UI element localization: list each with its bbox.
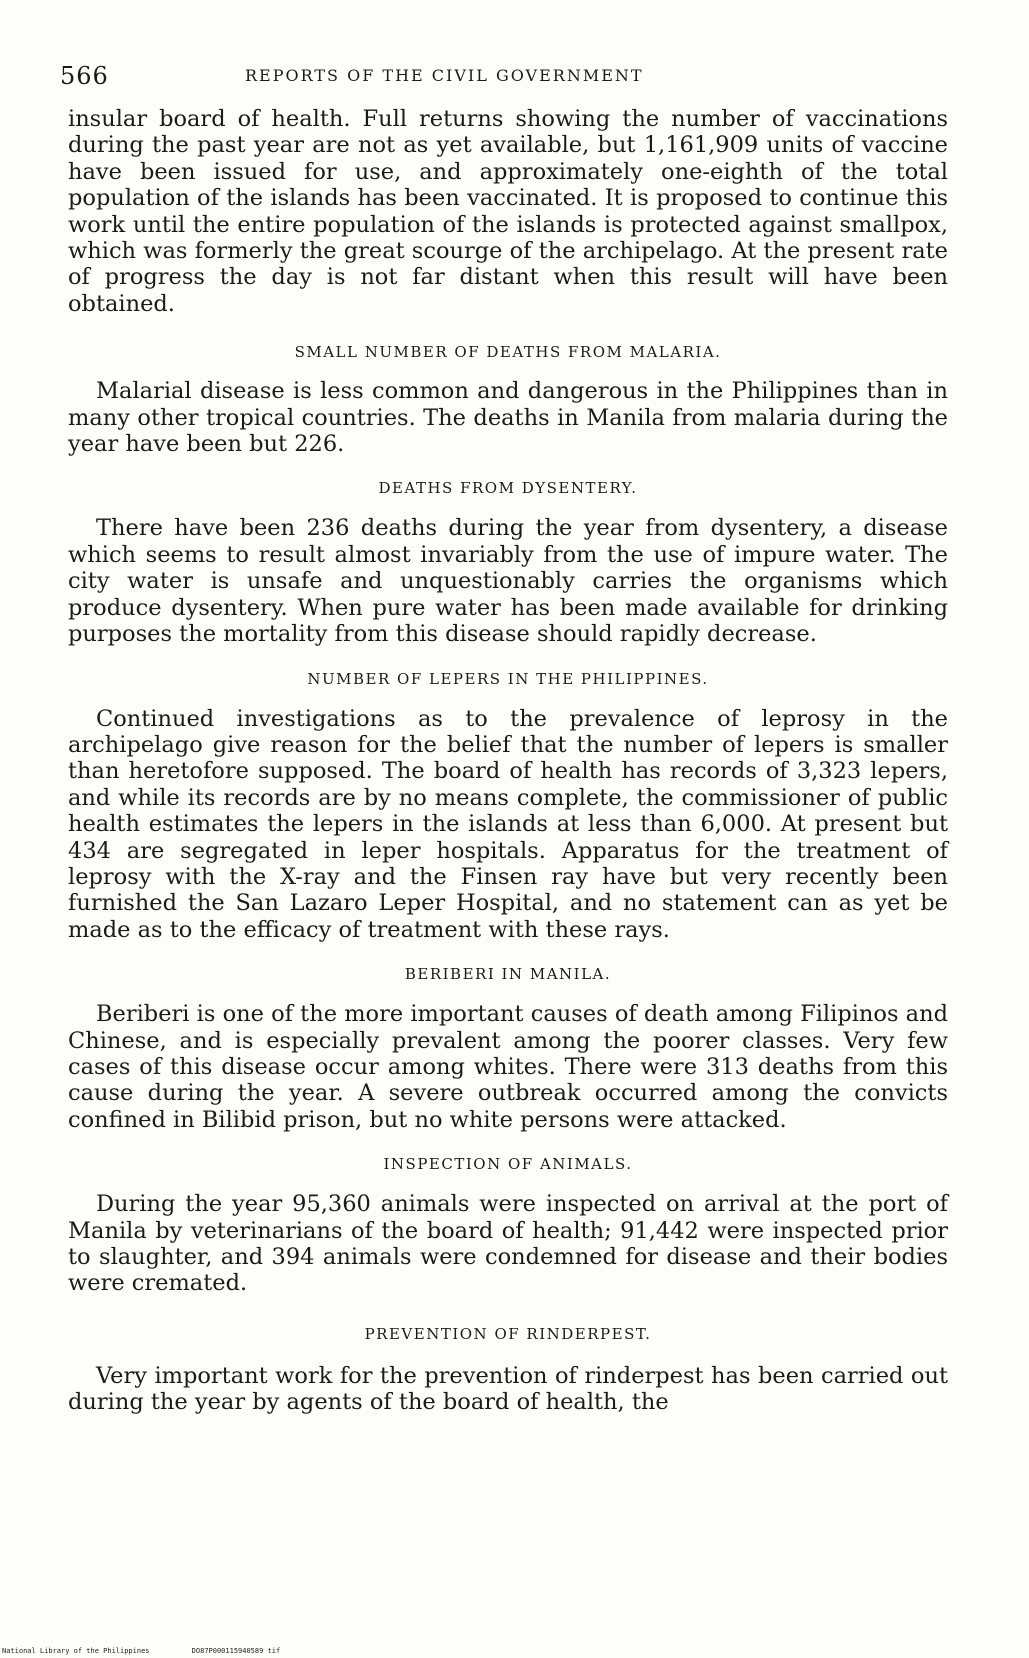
paragraph-animals: During the year 95,360 animals were inspected on arrival at the port of Manila by veterinarians of the board of health; 91,442 were inspected prior to slaughter, and 394 animals were condemned for disease and their bodies were cremated. xyxy=(68,1191,948,1297)
heading-dysentery: DEATHS FROM DYSENTERY. xyxy=(378,479,638,498)
paragraph-rinderpest: Very important work for the prevention of rinderpest has been carried out during the year by agents of the board of health, the xyxy=(68,1362,948,1416)
heading-lepers: NUMBER OF LEPERS IN THE PHILIPPINES. xyxy=(307,669,709,688)
paragraph-lepers: Continued investigations as to the prevalence of leprosy in the archipelago give reason for the belief that the number of lepers is smaller than heretofore supposed. The board of health has records of 3,323 lepers, and while its records are by no means complete, the commissioner of public health estimates the lepers in the islands at less than 6,000. At present but 434 are segregated in leper hospitals. Apparatus for the treatment of leprosy with the X-ray and the Finsen ray have but very recently been furnished the San Lazaro Leper Hospital, and no statement can as yet be made as to the efficacy of treatment with these rays. xyxy=(68,705,948,943)
page-body xyxy=(68,106,948,1416)
heading-animals: INSPECTION OF ANIMALS. xyxy=(383,1155,633,1174)
page-header xyxy=(60,62,760,92)
footer-file-id: DO87P000115940589 tif xyxy=(191,1647,281,1655)
heading-malaria: SMALL NUMBER OF DEATHS FROM MALARIA. xyxy=(294,343,722,362)
scan-footer xyxy=(2,1647,280,1655)
heading-beriberi: BERIBERI IN MANILA. xyxy=(404,965,612,984)
heading-rinderpest: PREVENTION OF RINDERPEST. xyxy=(364,1324,652,1343)
running-head: REPORTS OF THE CIVIL GOVERNMENT xyxy=(245,66,644,85)
footer-library: National Library of the Philippines xyxy=(2,1647,150,1655)
page-number: 566 xyxy=(60,62,109,90)
paragraph-malaria: Malarial disease is less common and dangerous in the Philippines than in many other tropical countries. The deaths in Manila from malaria during the year have been but 226. xyxy=(68,378,948,458)
paragraph-dysentery: There have been 236 deaths during the year from dysentery, a disease which seems to result almost invariably from the use of impure water. The city water is unsafe and unquestionably carries the organisms which produce dysentery. When pure water has been made available for drinking purposes the mortality from this disease should rapidly decrease. xyxy=(68,515,948,648)
paragraph-vaccination: insular board of health. Full returns showing the number of vaccinations during the past year are not as yet available, but 1,161,909 units of vaccine have been issued for use, and approximately one-eighth of the total population of the islands has been vaccinated. It is proposed to continue this work until the entire population of the islands is protected against smallpox, which was formerly the great scourge of the archipelago. At the present rate of progress the day is not far distant when this result will have been obtained. xyxy=(68,106,948,317)
paragraph-beriberi: Beriberi is one of the more important causes of death among Filipinos and Chinese, and is especially prevalent among the poorer classes. Very few cases of this disease occur among whites. There were 313 deaths from this cause during the year. A severe outbreak occurred among the convicts confined in Bilibid prison, but no white persons were attacked. xyxy=(68,1001,948,1133)
